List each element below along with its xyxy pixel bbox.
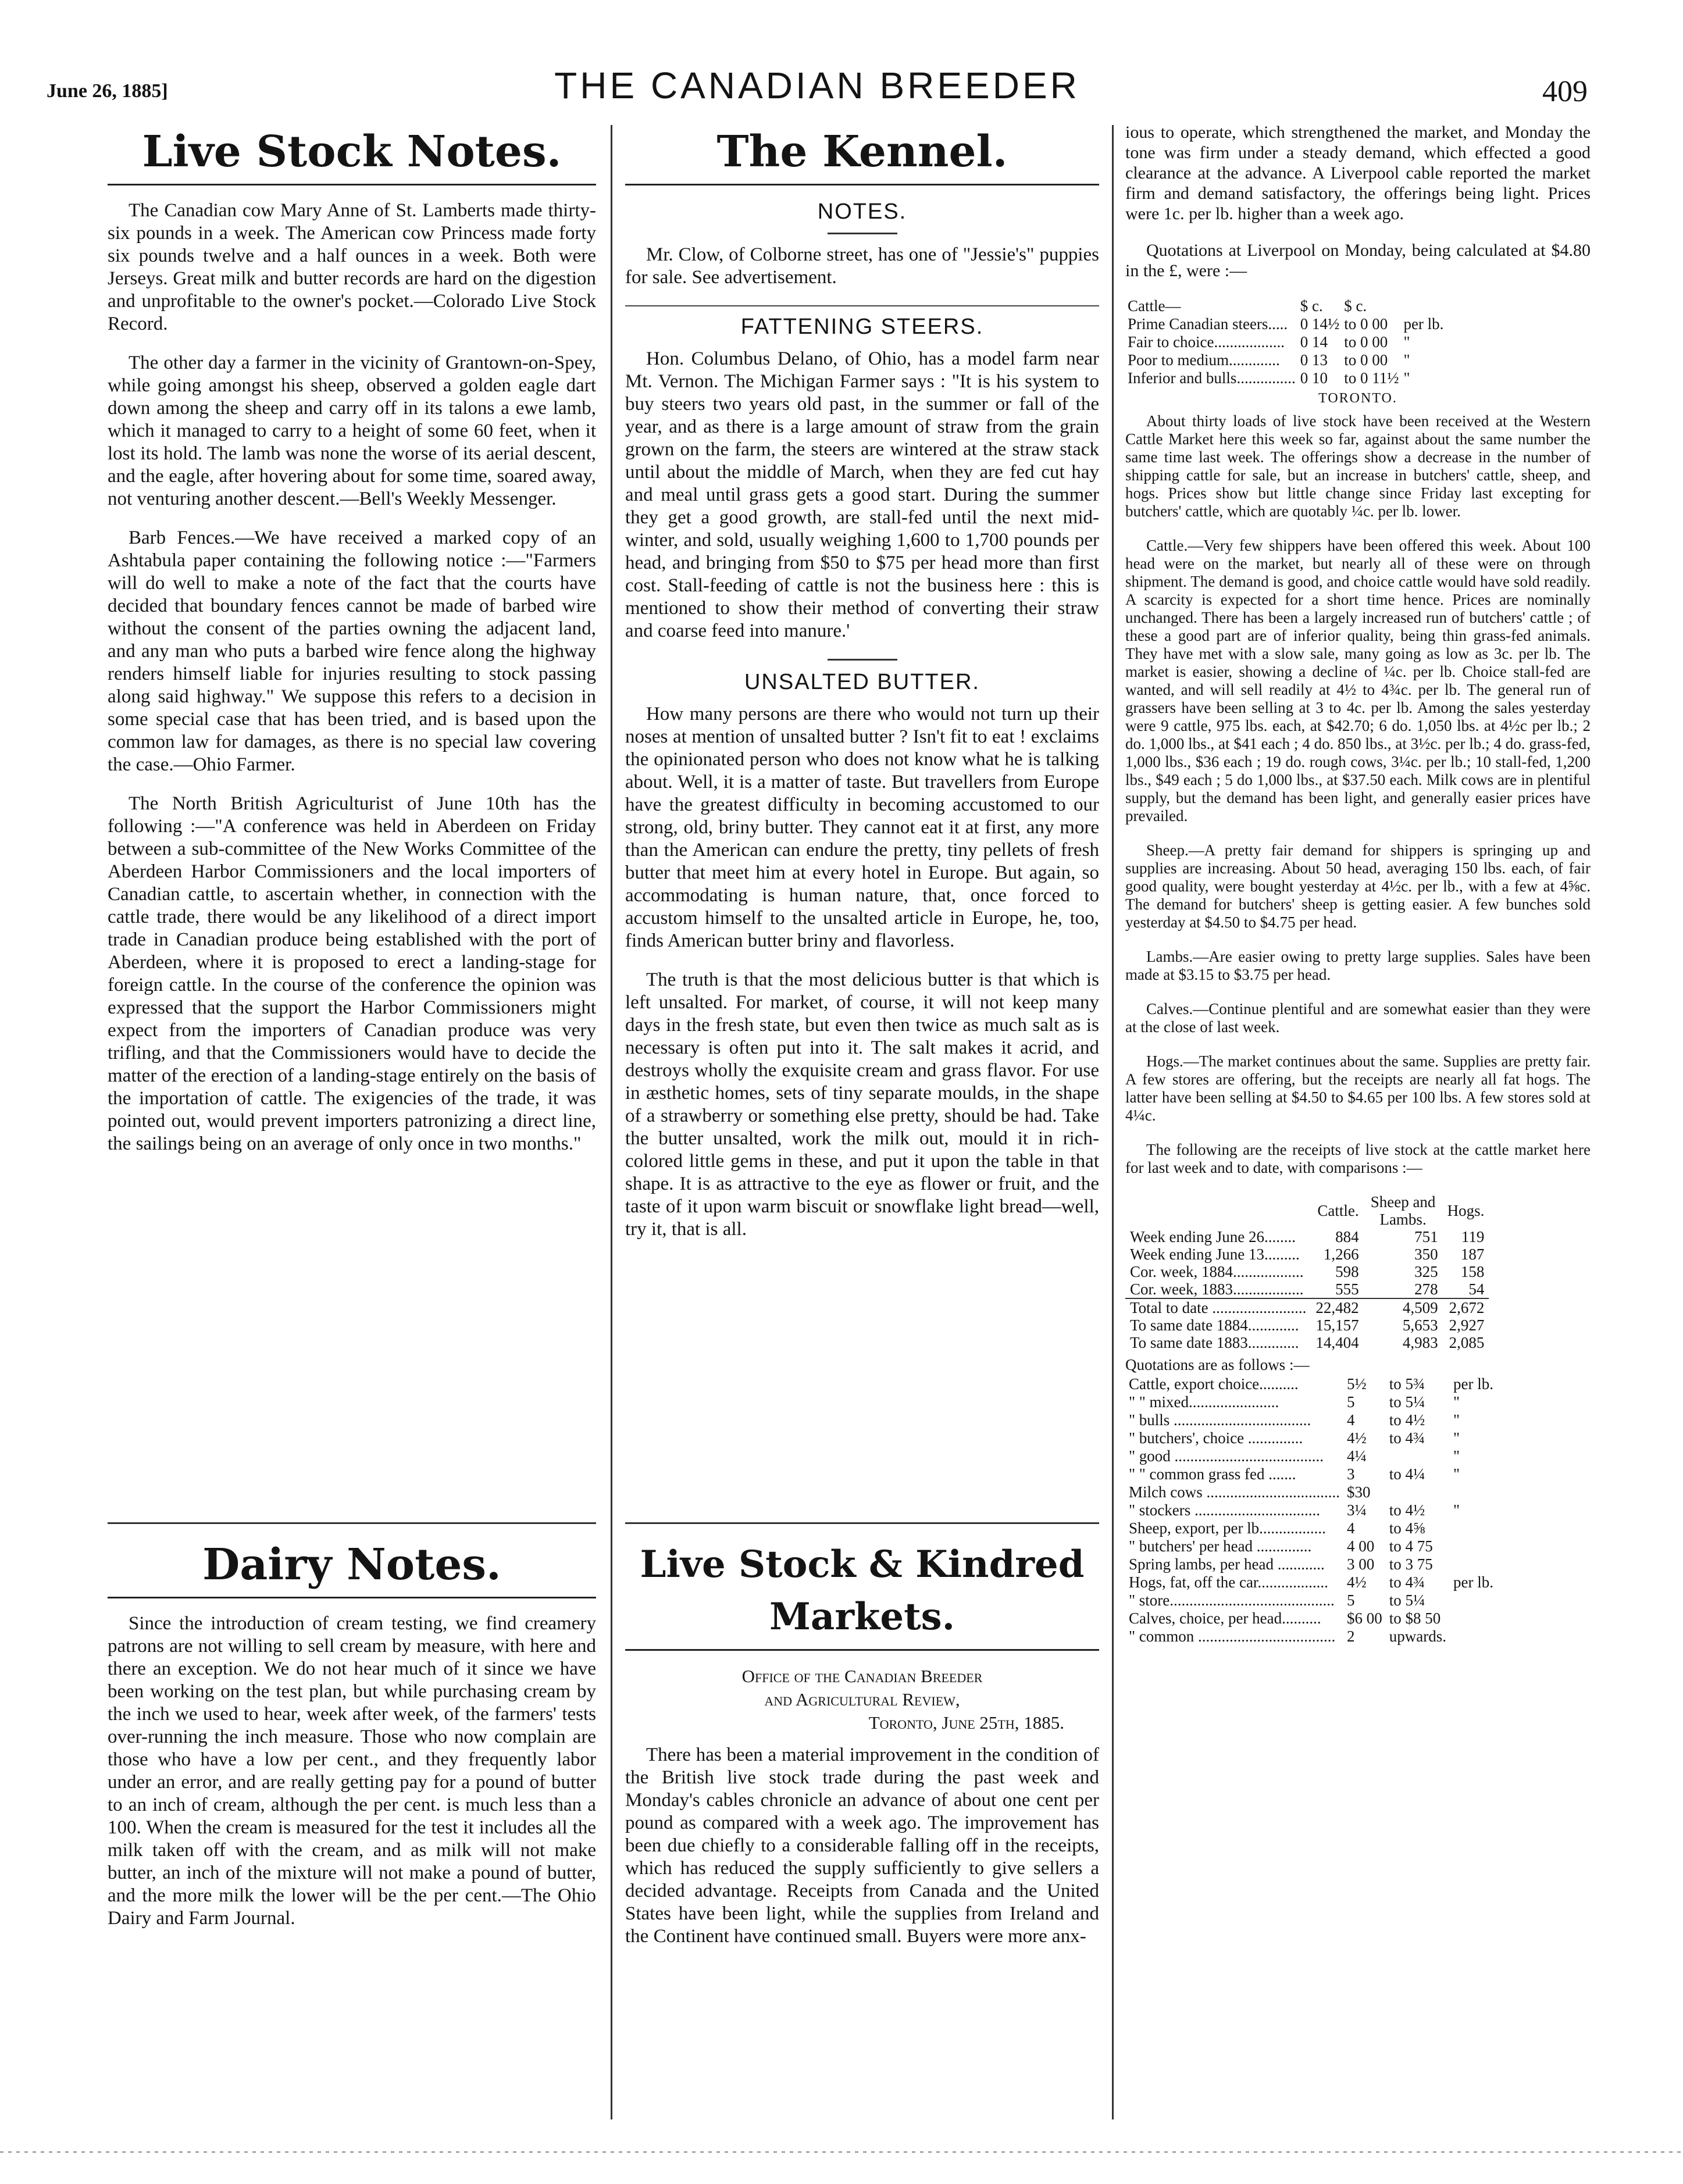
table-cell: to $8 50: [1389, 1610, 1441, 1627]
table-header: Cattle.: [1317, 1202, 1359, 1219]
table-cell: 5: [1346, 1393, 1355, 1411]
table-cell: [1386, 1483, 1450, 1501]
table-cell: To same date 1883.............: [1130, 1334, 1299, 1351]
table-cell: 54: [1468, 1280, 1485, 1298]
table-cell: [1450, 1591, 1497, 1610]
cattle-report: Cattle.—Very few shippers have been offered this week. About 100 head were on the market, but nearly all of these were on through shipment. The demand is good, and choice cattle would have sold readily. A scarcity is expected for a short time hence. Prices are nominally unchanged. There has been a largely increased run of butchers' cattle ; of these a good part are of inferior quality, being thin grass-fed animals. They have met with a slow sale, many going as low as 3c. per lb. The market is easier, showing a decline of ¼c. per lb. Choice stall-fed are wanted, and will sell readily at 4½ to 4¾c. per lb. The general run of grassers have been selling at 3 to 4c. per lb. Among the sales yesterday were 9 cattle, 975 lbs. each, at $42.70; 6 do. 1,050 lbs. at 4½c per lb.; 2 do. 1,000 lbs., at $41 each ; 4 do. 850 lbs., at 3½c. per lb.; 4 do. grass-fed, 1,000 lbs., $36 each ; 19 do. rough cows, 3¼c. per lb.; 10 stall-fed, 1,200 lbs., $49 each ; 5 do 1,000 lbs., at $37.50 each. Milk cows are in plentiful supply, but the demand has been light, and generally easier prices have prevailed.: [1125, 537, 1591, 825]
table-row: [1125, 369, 1446, 387]
receipts-table: [1125, 1193, 1489, 1351]
column-rule-2: [1112, 125, 1114, 2119]
table-cell: 4,509: [1402, 1299, 1438, 1316]
table-row: [1125, 1429, 1497, 1447]
table-cell: Inferior and bulls...............: [1128, 369, 1296, 387]
table-row: [1125, 315, 1446, 333]
table-cell: Fair to choice..................: [1128, 333, 1285, 351]
table-cell: to 4¾: [1389, 1429, 1425, 1447]
fattening-steers-subheading: FATTENING STEERS.: [740, 315, 984, 339]
table-cell: [1450, 1555, 1497, 1573]
table-cell: Week ending June 13.........: [1130, 1246, 1300, 1263]
table-row: [1125, 1411, 1497, 1429]
short-rule: [828, 659, 897, 661]
table-cell: ": [1403, 333, 1410, 351]
table-cell: 22,482: [1315, 1299, 1359, 1316]
table-cell: 187: [1460, 1246, 1485, 1263]
table-cell: 5½: [1346, 1375, 1367, 1393]
quotations-intro: Quotations are as follows :—: [1125, 1356, 1310, 1373]
table-cell: " bulls ...................................: [1129, 1411, 1311, 1429]
issue-date: June 26, 1885]: [47, 80, 168, 102]
table-cell: to 0 00: [1344, 333, 1388, 351]
column-rule-1: [611, 125, 612, 2119]
column-3: [1125, 122, 1591, 1646]
table-row: [1125, 333, 1446, 351]
table-row: [1125, 1280, 1489, 1298]
table-cell: 5,653: [1402, 1316, 1438, 1334]
dairy-notes-section: [108, 1535, 596, 1946]
table-cell: 0 10: [1300, 369, 1328, 387]
table-cell: ": [1453, 1465, 1460, 1483]
table-cell: to 0 00: [1344, 351, 1388, 369]
article-paragraph: Since the introduction of cream testing, we find creamery patrons are not willing to sell cream by measure, with here and there an exception. We do not hear much of it since we have been working on the test plan, but while purchasing cream by the inch we used to hear, week after week, of the farmers' tests over-running the inch measure. Those who now complain are those who have a low per cent., and they frequently labor under an error, and are really getting pay for a pound of butter to an inch of cream, although the per cent. is much less than a 100. When the cream is measured for the test it includes all the milk taken off with the cream, and as milk will not make butter, an inch of the mixture will not make a pound of butter, and the more milk the lower will be the per cent.—The Ohio Dairy and Farm Journal.: [108, 1613, 596, 1929]
table-cell: 119: [1461, 1228, 1485, 1246]
table-header-row: [1125, 1193, 1489, 1228]
newspaper-title: THE CANADIAN BREEDER: [554, 65, 1080, 106]
table-cell: 325: [1414, 1263, 1438, 1280]
table-cell: Cor. week, 1884..................: [1130, 1263, 1304, 1280]
table-row: [1125, 1628, 1497, 1646]
table-cell: 4,983: [1402, 1334, 1438, 1351]
notes-subheading: NOTES.: [817, 199, 907, 224]
office-line-1: Office of the Canadian Breeder: [741, 1666, 983, 1686]
liverpool-quotations-table: [1125, 297, 1446, 387]
table-cell: 751: [1414, 1228, 1438, 1246]
table-cell: to 4¾: [1389, 1573, 1425, 1591]
liverpool-intro: Quotations at Liverpool on Monday, being calculated at $4.80 in the £, were :—: [1125, 241, 1591, 280]
table-cell: to 5¼: [1389, 1591, 1425, 1609]
table-cell: to 5¾: [1389, 1375, 1425, 1393]
table-cell: [1450, 1483, 1497, 1501]
divider-rule: [625, 305, 1099, 306]
article-paragraph: Hon. Columbus Delano, of Ohio, has a model farm near Mt. Vernon. The Michigan Farmer says : "It is his system to buy steers two years old past, in the summer or fall of the year, and as there is a large amount of straw from the grain grown on the farm, the steers are wintered at the straw stack until about the middle of March, when they are fed cut hay and meal until grass gets a good start. During the summer they get a good growth, are stall-fed until the next mid-winter, and sold, usually weighing 1,600 to 1,700 pounds per head, and bringing from $50 to $75 per head more than first cost. Stall-feeding of cattle is not the business here : this is mentioned to show their method of converting their straw and coarse feed into manure.': [625, 348, 1099, 641]
table-cell: 4: [1346, 1411, 1355, 1429]
table-cell: " butchers', choice ..............: [1129, 1429, 1303, 1447]
table-cell: 278: [1414, 1280, 1438, 1298]
page-number: 409: [1542, 75, 1588, 108]
table-cell: per lb.: [1453, 1573, 1493, 1591]
table-cell: Sheep, export, per lb.................: [1129, 1519, 1326, 1537]
table-row: [1125, 351, 1446, 369]
table-cell: 0 14: [1300, 333, 1328, 351]
table-cell: [1450, 1519, 1497, 1537]
table-cell: " stockers ................................: [1129, 1501, 1320, 1519]
table-cell: per lb.: [1403, 315, 1444, 333]
markets-heading: Live Stock & Kindred Markets.: [640, 1543, 1085, 1639]
table-row: [1125, 1573, 1497, 1591]
article-paragraph: There has been a material improvement in the condition of the British live stock trade during the past week and Monday's cables chronicle an advance of about one cent per pound as compared with a week ago. The improvement has been due chiefly to a considerable falling off in the receipts, which has reduced the supply sufficiently to give sellers a decided advantage. Receipts from Canada and the United States have been light, while the supplies from Ireland and the Continent have continued small. Buyers were more anx-: [625, 1744, 1099, 1947]
office-line-2: and Agricultural Review,: [764, 1689, 960, 1710]
heading-rule: [108, 1597, 596, 1598]
sheep-report: Sheep.—A pretty fair demand for shippers is springing up and supplies are increasing. About 50 head, averaging 150 lbs. each, of fair good quality, were bought yesterday at 4½c. per lb., with a few at 4⅝c. The demand for butchers' sheep is getting easier. A few bunches sold yesterday at $4.50 to $4.75 per head.: [1125, 841, 1591, 931]
table-row: [1125, 1555, 1497, 1573]
table-cell: 3 00: [1346, 1555, 1375, 1573]
kennel-heading: The Kennel.: [716, 127, 1008, 177]
table-header: Cattle—: [1128, 297, 1181, 315]
table-cell: [1450, 1628, 1497, 1646]
table-cell: " good ......................................: [1129, 1447, 1324, 1465]
calves-report: Calves.—Continue plentiful and are somewhat easier than they were at the close of last week.: [1125, 1000, 1591, 1036]
table-cell: " " mixed.......................: [1129, 1393, 1279, 1411]
table-cell: 2,927: [1449, 1316, 1485, 1334]
markets-section: [625, 1535, 1099, 1964]
table-cell: 4½: [1346, 1429, 1367, 1447]
table-cell: 598: [1335, 1263, 1359, 1280]
table-cell: ": [1453, 1429, 1460, 1447]
masthead: [47, 64, 1588, 116]
heading-rule: [625, 1649, 1099, 1651]
section-rule: [625, 1522, 1099, 1524]
table-cell: " " common grass fed .......: [1129, 1465, 1296, 1483]
table-cell: 14,404: [1315, 1334, 1359, 1351]
table-cell: 4½: [1346, 1573, 1367, 1591]
table-row: [1125, 1393, 1497, 1411]
table-cell: " store..........................................: [1129, 1591, 1335, 1609]
toronto-quotations-table: [1125, 1375, 1497, 1646]
table-cell: 158: [1460, 1263, 1485, 1280]
section-rule: [108, 1522, 596, 1524]
article-paragraph: The Canadian cow Mary Anne of St. Lamberts made thirty-six pounds in a week. The American cow Princess made forty six pounds twelve and a half ounces in a week. Both were Jerseys. Great milk and butter records are hard on the digestion and unprofitable to the owner's pocket.—Colorado Live Stock Record.: [108, 200, 596, 334]
table-cell: Milch cows ..................................: [1129, 1483, 1340, 1501]
table-cell: Hogs, fat, off the car..................: [1129, 1573, 1328, 1591]
table-cell: to 4½: [1389, 1411, 1425, 1429]
table-row: [1125, 1537, 1497, 1555]
table-row: [1125, 1263, 1489, 1280]
table-cell: ": [1453, 1393, 1460, 1411]
table-row: [1125, 1334, 1489, 1351]
table-cell: to 0 11½: [1344, 369, 1399, 387]
article-paragraph: ious to operate, which strengthened the market, and Monday the tone was firm under a steady demand, which effected a good clearance at the advance. A Liverpool cable reported the market firm and demand satisfactory, the offerings being light. Prices were 1c. per lb. higher than a week ago.: [1125, 123, 1591, 223]
table-row: [1125, 1316, 1489, 1334]
table-cell: $30: [1346, 1483, 1371, 1501]
table-cell: to 5¼: [1389, 1393, 1425, 1411]
table-row: [1125, 1483, 1497, 1501]
table-cell: $6 00: [1346, 1610, 1382, 1627]
table-cell: To same date 1884.............: [1130, 1316, 1299, 1334]
table-row: [1125, 1465, 1497, 1483]
table-cell: [1450, 1610, 1497, 1628]
table-header: $ c.: [1344, 297, 1367, 315]
article-paragraph: How many persons are there who would not turn up their noses at mention of unsalted butter ? Isn't fit to eat ! exclaims the opinionated person who does not know what he is talking about. Well, it is a matter of taste. But travellers from Europe have the greatest difficulty in becoming accustomed to our strong, old, briny butter. They cannot eat it at first, any more than the American can endure the pretty, tiny pellets of fresh butter that meet him at every hotel in Europe. But again, so accommodating is human nature, that, once forced to accustom himself to the unsalted article in Europe, he, too, finds American butter briny and flavorless.: [625, 704, 1099, 951]
table-cell: Calves, choice, per head..........: [1129, 1610, 1321, 1627]
table-cell: ": [1453, 1411, 1460, 1429]
table-row: [1125, 1610, 1497, 1628]
heading-rule: [108, 184, 596, 185]
table-cell: ": [1403, 351, 1410, 369]
table-cell: " butchers' per head ..............: [1129, 1537, 1312, 1555]
article-paragraph: The other day a farmer in the vicinity of Grantown-on-Spey, while going amongst his sheep, observed a golden eagle dart down among the sheep and carry off in its talons a ewe lamb, which it managed to carry to a height of some 60 feet, when it lost its hold. The lamb was none the worse of its aerial descent, and the eagle, after hovering about for some time, soared away, not venturing another descent.—Bell's Weekly Messenger.: [108, 352, 596, 509]
table-row: [1125, 1447, 1497, 1465]
article-paragraph: Mr. Clow, of Colborne street, has one of "Jessie's" puppies for sale. See advertisement.: [625, 244, 1099, 288]
table-cell: 884: [1335, 1228, 1359, 1246]
table-row: [1125, 1591, 1497, 1610]
unsalted-butter-subheading: UNSALTED BUTTER.: [744, 670, 980, 694]
article-paragraph: The truth is that the most delicious butter is that which is left unsalted. For market, of course, it will not keep many days in the fresh state, but even then twice as much salt as is necessary is often put into it. The salt makes it acrid, and destroys wholly the exquisite cream and grass flavor. For use in æsthetic homes, sets of tiny separate moulds, in the shape of a strawberry or something else pretty, should be had. Take the butter unsalted, work the milk out, mould it in rich-colored little gems in these, and put it upon the table in that shape. It is as attractive to the eye as flower or fruit, and the taste of it upon warm biscuit or snowflake light bread—well, try it, that is all.: [625, 969, 1099, 1240]
column-1: [108, 122, 596, 1172]
table-header: [1125, 1193, 1311, 1228]
dairy-notes-heading: Dairy Notes.: [202, 1540, 501, 1590]
table-row: [1125, 1228, 1489, 1246]
table-cell: to 0 00: [1344, 315, 1388, 333]
table-cell: Poor to medium.............: [1128, 351, 1280, 369]
dateline: Toronto, June 25th, 1885.: [868, 1712, 1064, 1733]
table-cell: 3: [1346, 1465, 1355, 1483]
table-header: $ c.: [1300, 297, 1323, 315]
table-cell: Prime Canadian steers.....: [1128, 315, 1288, 333]
bottom-edge-rule: [0, 2151, 1683, 2153]
table-header: Sheep and Lambs.: [1370, 1193, 1436, 1228]
live-stock-notes-heading: Live Stock Notes.: [142, 127, 562, 177]
table-cell: Spring lambs, per head ............: [1129, 1555, 1325, 1573]
table-cell: ": [1453, 1447, 1460, 1465]
article-paragraph: Barb Fences.—We have received a marked copy of an Ashtabula paper containing the following notice :—"Farmers will do well to make a note of the fact that the courts have decided that boundary fences cannot be made of barbed wire without the consent of the parties owning the adjacent land, and any man who puts a barbed wire fence along the highway renders himself liable for injuries resulting to stock passing along said highway." We suppose this refers to a decision in some special case that has been tried, and is based upon the common law for damages, as there is no special law covering the case.—Ohio Farmer.: [108, 527, 596, 775]
office-block: [625, 1665, 1099, 1735]
table-cell: 4¼: [1346, 1447, 1367, 1465]
table-row: [1125, 1519, 1497, 1537]
table-cell: 0 14½: [1300, 315, 1340, 333]
lambs-report: Lambs.—Are easier owing to pretty large supplies. Sales have been made at $3.15 to $3.75 per head.: [1125, 948, 1591, 983]
table-row: [1125, 1298, 1489, 1316]
table-cell: 350: [1414, 1246, 1438, 1263]
table-cell: to 4 75: [1389, 1537, 1433, 1555]
table-cell: " common ...................................: [1129, 1628, 1336, 1645]
table-cell: Week ending June 26........: [1130, 1228, 1296, 1246]
table-cell: Cor. week, 1883..................: [1130, 1280, 1304, 1298]
table-header: Hogs.: [1447, 1202, 1485, 1219]
table-cell: 1,266: [1323, 1246, 1359, 1263]
table-cell: per lb.: [1453, 1375, 1493, 1393]
table-cell: 555: [1335, 1280, 1359, 1298]
table-cell: [1450, 1537, 1497, 1555]
table-row: [1125, 1375, 1497, 1393]
table-cell: 0 13: [1300, 351, 1328, 369]
table-cell: Total to date ........................: [1130, 1299, 1307, 1316]
table-cell: 2: [1346, 1628, 1355, 1645]
article-paragraph: About thirty loads of live stock have been received at the Western Cattle Market here this week so far, against about the same number the same time last week. The offerings show a decrease in the number of shipping cattle for sale, but an increase in butchers' cattle, sheep, and hogs. Prices show but little change since Friday last excepting for butchers' cattle, which are quotably ¼c. per lb. lower.: [1125, 412, 1591, 520]
table-cell: 2,672: [1449, 1299, 1485, 1316]
table-cell: to 4⅝: [1389, 1519, 1425, 1537]
table-cell: 4: [1346, 1519, 1355, 1537]
table-cell: upwards.: [1389, 1628, 1446, 1645]
table-cell: 2,085: [1449, 1334, 1485, 1351]
table-cell: to 4½: [1389, 1501, 1425, 1519]
table-cell: ": [1403, 369, 1410, 387]
table-header-row: [1125, 297, 1446, 315]
table-row: [1125, 1246, 1489, 1263]
heading-rule: [625, 184, 1099, 185]
toronto-subheading: TORONTO.: [1318, 391, 1397, 406]
table-row: [1125, 1501, 1497, 1519]
table-cell: 15,157: [1315, 1316, 1359, 1334]
table-cell: to 3 75: [1389, 1555, 1433, 1573]
table-cell: [1386, 1447, 1450, 1465]
receipts-intro: The following are the receipts of live stock at the cattle market here for last week and to date, with comparisons :—: [1125, 1141, 1591, 1176]
column-2: [625, 122, 1099, 1257]
table-header: [1401, 297, 1446, 315]
table-cell: 5: [1346, 1591, 1355, 1609]
article-paragraph: The North British Agriculturist of June 10th has the following :—"A conference was held in Aberdeen on Friday between a sub-committee of the New Works Committee of the Aberdeen Harbor Commissioners and the local importers of Canadian cattle, to ascertain whether, in connection with the cattle trade, there would be any likelihood of a direct import trade in Canadian produce being established with the port of Aberdeen, where it is proposed to erect a landing-stage for foreign cattle. In the course of the conference the opinion was expressed that the support the Harbor Commissioners might expect from the importers of Canadian produce was very trifling, and that the Commissioners would have to decide the matter of the erection of a landing-stage entirely on the basis of the importation of cattle. The exigencies of the trade, it was pointed out, would prevent importers patronizing a direct line, the sailings being on an average of only once in two months.": [108, 793, 596, 1154]
table-cell: 3¼: [1346, 1501, 1367, 1519]
hogs-report: Hogs.—The market continues about the same. Supplies are pretty fair. A few stores are offering, but the receipts are nearly all fat hogs. The latter have been selling at $4.50 to $4.65 per 100 lbs. A few stores sold at 4¼c.: [1125, 1052, 1591, 1124]
table-cell: to 4¼: [1389, 1465, 1425, 1483]
short-rule: [828, 233, 897, 234]
table-cell: 4 00: [1346, 1537, 1375, 1555]
table-cell: ": [1453, 1501, 1460, 1519]
table-cell: Cattle, export choice..........: [1129, 1375, 1299, 1393]
